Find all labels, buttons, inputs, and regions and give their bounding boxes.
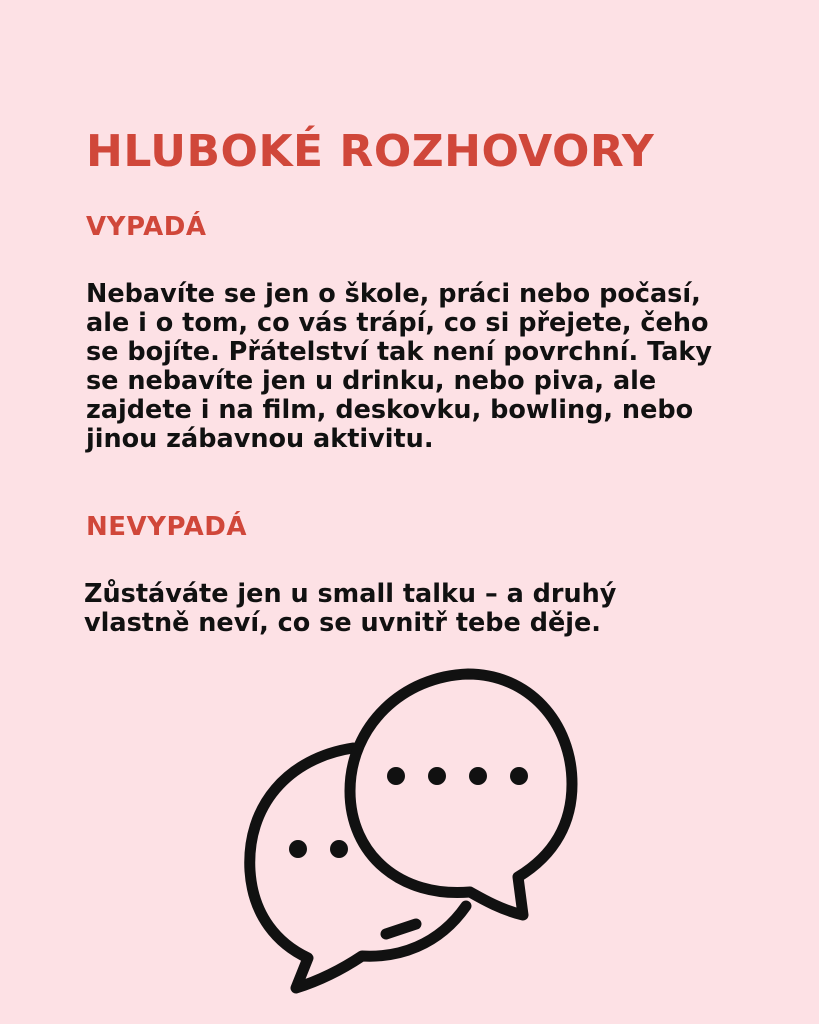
chat-bubbles-icon	[238, 666, 578, 1006]
section-heading-negative: NEVYPADÁ	[86, 512, 247, 542]
page-title: HLUBOKÉ ROZHOVORY	[86, 126, 655, 177]
section-text-negative: Zůstáváte jen u small talku – a druhý vlastně neví, co se uvnitř tebe děje.	[84, 579, 617, 638]
section-heading-positive: VYPADÁ	[86, 212, 207, 242]
section-text-positive: Nebavíte se jen o škole, práci nebo počasí, ale i o tom, co vás trápí, co si přejete, čeho se bojíte. Přátelství tak není povrchní. Taky se nebavíte jen u drinku, nebo piva, ale zajdete i na film, deskovku, bowling, nebo jinou zábavnou aktivitu.	[86, 279, 713, 454]
